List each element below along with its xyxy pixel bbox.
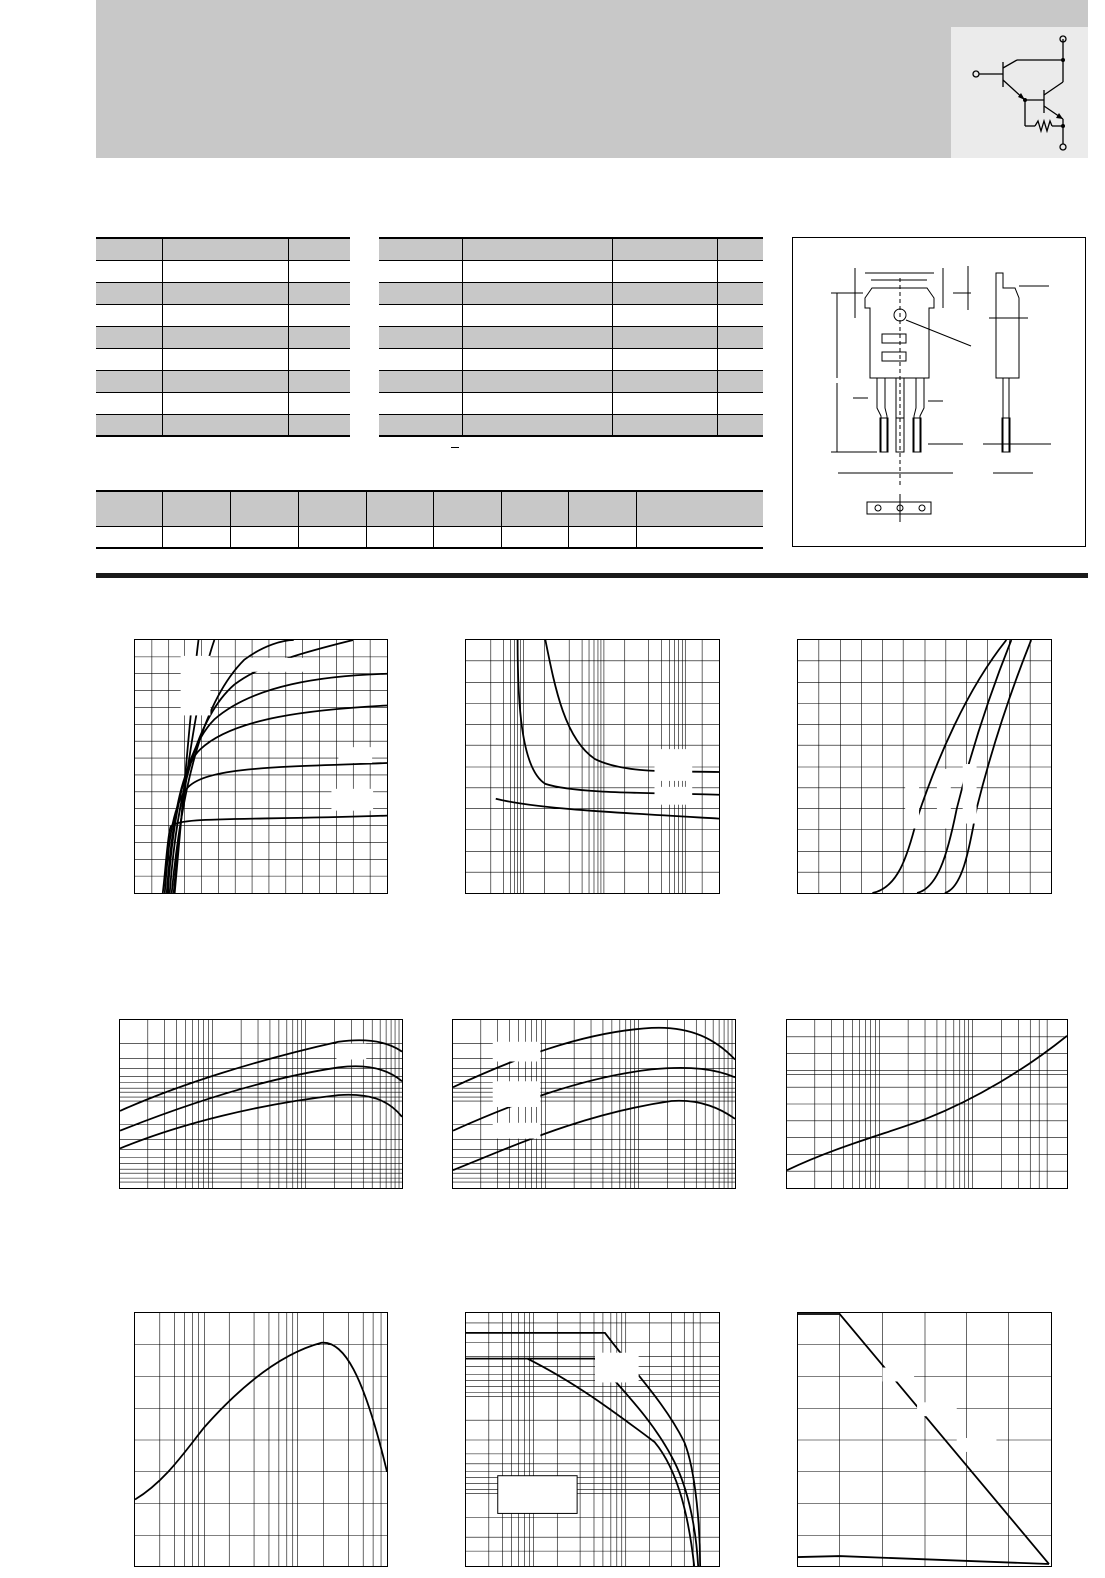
package-outline-drawing [792,237,1086,547]
to-3p-package-outline-icon [793,238,1087,548]
graph-hfe-ic-temperature [119,1019,403,1189]
graph-safe-operating-area [465,1312,720,1567]
section-divider [96,573,1088,578]
graph-ft-ic [134,1312,388,1567]
header-banner [96,0,1088,158]
absolute-maximum-ratings-table [96,237,350,437]
graph-ic-vce [134,639,388,894]
electrical-characteristics-table [379,237,763,437]
graph-hfe-ic [465,639,720,894]
graph-power-derating [797,1312,1052,1567]
graph-vbe-sat-ic [786,1019,1068,1189]
switching-characteristics-table [96,490,763,549]
graph-ic-vbe [797,639,1052,894]
circuit-symbol-box [951,27,1088,158]
graph-vce-sat-ic [452,1019,736,1189]
darlington-transistor-symbol-icon [951,27,1088,158]
footnote-dash [451,447,459,448]
